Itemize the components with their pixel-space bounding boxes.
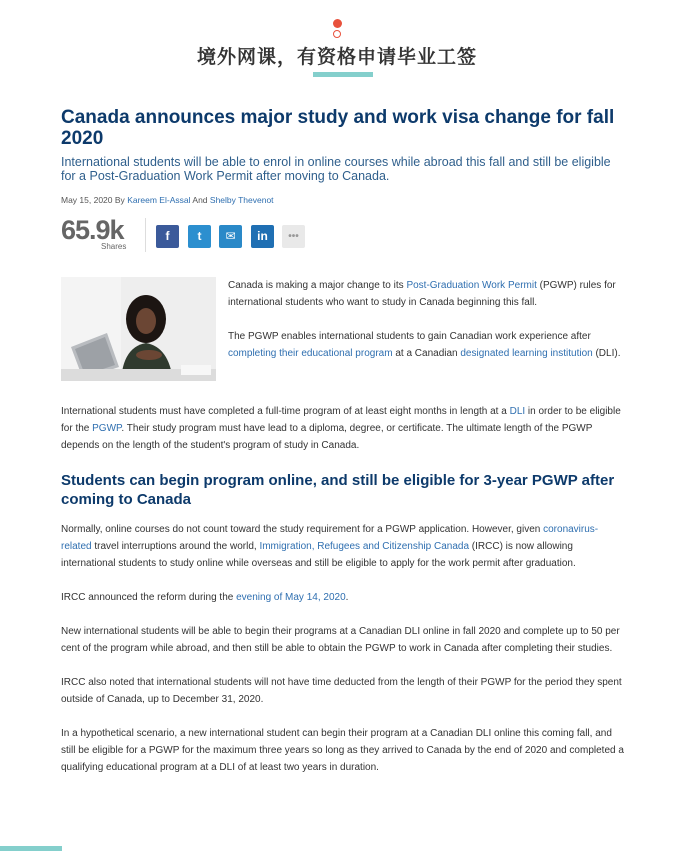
share-label: Shares xyxy=(101,242,127,251)
article xyxy=(61,107,627,793)
share-bar xyxy=(61,215,627,255)
paragraph-4 xyxy=(61,521,627,572)
author-link-1[interactable]: Kareem El-Assal xyxy=(127,195,191,205)
more-share-button[interactable] xyxy=(282,225,305,248)
red-dot-icon xyxy=(333,19,342,28)
text-span: (IRCC) is now allowing international students to study online while overseas and still be eligible to apply for the work permit after graduation. xyxy=(61,541,576,569)
byline-by: By xyxy=(114,195,125,205)
dli-link[interactable]: designated learning institution xyxy=(460,348,593,359)
student-laptop-illustration xyxy=(61,277,216,381)
dli-inline-link[interactable]: DLI xyxy=(509,406,526,417)
email-share-button[interactable] xyxy=(219,225,242,248)
text-span: IRCC announced the reform during the xyxy=(61,592,237,603)
twitter-share-button[interactable] xyxy=(188,225,211,248)
email-icon: ✉ xyxy=(225,229,236,243)
body-section-1 xyxy=(61,403,627,454)
red-ring-icon xyxy=(333,30,341,38)
pgwp-inline-link[interactable]: PGWP xyxy=(92,423,122,434)
linkedin-icon: in xyxy=(257,229,268,243)
text-span: . Their study program must have lead to a diploma, degree, or certificate. The ultimate length of the PGWP depends on the length of the student's program of study in Canada. xyxy=(61,423,593,451)
text-span: International students must have completed a full-time program of at least eight months in length at a xyxy=(61,406,510,417)
body-section-2 xyxy=(61,521,627,776)
byline xyxy=(61,195,627,205)
byline-and: And xyxy=(192,195,208,205)
paragraph-7: IRCC also noted that international students will not have time deducted from the length of their PGWP for the period they spent outside of Canada, up to December 31, 2020. xyxy=(61,677,622,705)
footer-accent-bar xyxy=(0,846,62,851)
facebook-share-button[interactable] xyxy=(156,225,179,248)
paragraph-3 xyxy=(61,403,627,454)
article-headline: Canada announces major study and work visa change for fall 2020 xyxy=(61,107,615,149)
text-span: at a Canadian xyxy=(392,348,461,359)
publish-date: May 15, 2020 xyxy=(61,195,113,205)
text-span: Canada is making a major change to its xyxy=(228,280,407,291)
completing-program-link[interactable]: completing their educational program xyxy=(228,348,393,359)
paragraph-8: In a hypothetical scenario, a new international student can begin their program at a Canadian DLI online this coming fall, and still be eligible for a PGWP for the maximum three years so long as they arrived to Canada by the end of 2020 and completed a qualifying educational program at a DLI of at least two years in duration. xyxy=(61,728,624,773)
pgwp-link[interactable]: Post-Graduation Work Permit xyxy=(406,280,537,291)
page-title: 境外网课，有资格申请毕业工签 xyxy=(196,46,477,68)
coronavirus-link[interactable]: coronavirus-related xyxy=(61,524,599,552)
section-heading: Students can begin program online, and still be eligible for 3-year PGWP after coming to Canada xyxy=(61,472,615,508)
announcement-date-link[interactable]: evening of May 14, 2020 xyxy=(236,592,346,603)
text-span: Normally, online courses do not count toward the study requirement for a PGWP application. However, given xyxy=(61,524,544,535)
ircc-link[interactable]: Immigration, Refugees and Citizenship Canada xyxy=(259,541,470,552)
facebook-icon: f xyxy=(165,229,170,243)
student-photo xyxy=(61,277,216,381)
author-link-2[interactable]: Shelby Thevenot xyxy=(209,195,274,205)
intro-text xyxy=(228,277,627,379)
share-divider xyxy=(145,218,146,252)
text-span: in order to be eligible for the xyxy=(61,406,621,434)
text-span: travel interruptions around the world, xyxy=(91,541,260,552)
paragraph-2 xyxy=(228,328,627,362)
header-decoration xyxy=(332,19,342,38)
share-count: 65.9k xyxy=(61,215,124,245)
paragraph-1 xyxy=(228,277,627,311)
more-icon: ••• xyxy=(288,231,299,242)
paragraph-6: New international students will be able to begin their programs at a Canadian DLI online in fall 2020 and complete up to 50 per cent of the program while abroad, and then still be able to obtain the PGWP to work in Canada after completing their studies. xyxy=(61,626,620,654)
paragraph-5 xyxy=(61,589,627,606)
article-lead: International students will be able to enrol in online courses while abroad this fall and still be eligible for a Post-Graduation Work Permit after moving to Canada. xyxy=(61,155,611,183)
twitter-icon: t xyxy=(197,229,202,243)
linkedin-share-button[interactable] xyxy=(251,225,274,248)
text-span: (DLI). xyxy=(592,348,621,359)
text-span: (PGWP) rules for international students who want to study in Canada beginning this fall. xyxy=(228,280,616,308)
title-underline xyxy=(313,72,373,77)
text-span: The PGWP enables international students to gain Canadian work experience after xyxy=(228,331,591,342)
intro-section xyxy=(61,277,627,381)
text-span: . xyxy=(345,592,349,603)
